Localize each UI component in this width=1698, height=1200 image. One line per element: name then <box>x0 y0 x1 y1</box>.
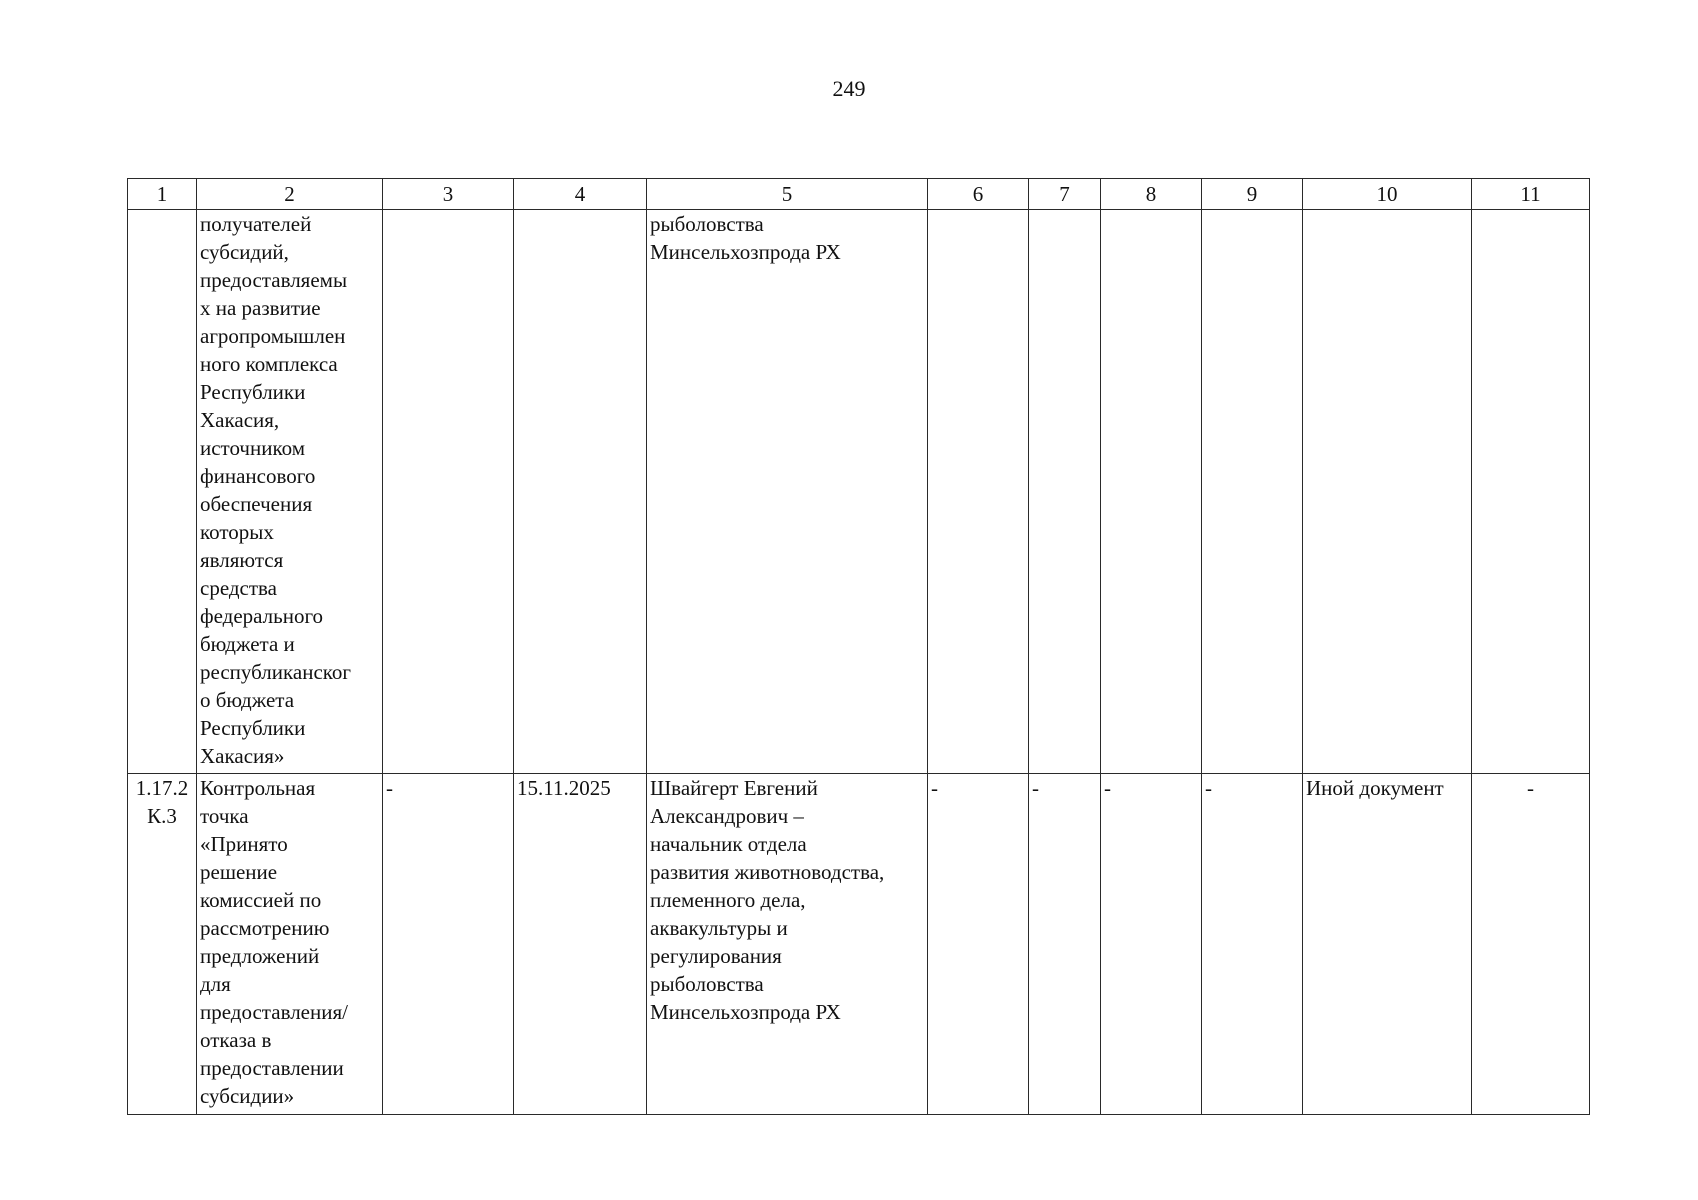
cell-col-9: - <box>1202 774 1303 1115</box>
header-col-6: 6 <box>928 179 1029 210</box>
header-col-7: 7 <box>1029 179 1101 210</box>
cell-col-7: - <box>1029 774 1101 1115</box>
cell-col-9 <box>1202 210 1303 774</box>
page-number: 249 <box>832 76 866 101</box>
header-col-3: 3 <box>383 179 514 210</box>
cell-description: получателей субсидий, предоставляемы х на развитие агропромышлен ного комплекса Республики Хакасия, источником финансового обеспечения которых являются средства федерального бюджета и республиканског о бюджета Республики Хакасия» <box>197 210 383 774</box>
header-col-2: 2 <box>197 179 383 210</box>
cell-col-7 <box>1029 210 1101 774</box>
cell-end-date: 15.11.2025 <box>514 774 647 1115</box>
cell-responsible: рыболовства Минсельхозпрода РХ <box>647 210 928 774</box>
cell-document-type <box>1303 210 1472 774</box>
header-col-10: 10 <box>1303 179 1472 210</box>
cell-number <box>128 210 197 774</box>
table-row-continuation <box>128 210 1590 774</box>
header-col-11: 11 <box>1472 179 1590 210</box>
cell-start-date: - <box>383 774 514 1115</box>
cell-col-11 <box>1472 210 1590 774</box>
header-col-9: 9 <box>1202 179 1303 210</box>
cell-col-6 <box>928 210 1029 774</box>
cell-end-date <box>514 210 647 774</box>
cell-col-8: - <box>1101 774 1202 1115</box>
cell-start-date <box>383 210 514 774</box>
table-row-checkpoint <box>128 774 1590 1115</box>
plan-table <box>127 178 1590 1115</box>
cell-col-6: - <box>928 774 1029 1115</box>
cell-number: 1.17.2 К.3 <box>128 774 197 1115</box>
cell-col-11: - <box>1472 774 1590 1115</box>
cell-description: Контрольная точка «Принято решение комиссией по рассмотрению предложений для предоставления/ отказа в предоставлении субсидии» <box>197 774 383 1115</box>
header-col-5: 5 <box>647 179 928 210</box>
header-col-1: 1 <box>128 179 197 210</box>
header-col-4: 4 <box>514 179 647 210</box>
cell-document-type: Иной документ <box>1303 774 1472 1115</box>
header-row <box>128 179 1590 210</box>
cell-responsible: Швайгерт Евгений Александрович – начальник отдела развития животноводства, племенного дела, аквакультуры и регулирования рыболовства Минсельхозпрода РХ <box>647 774 928 1115</box>
header-col-8: 8 <box>1101 179 1202 210</box>
cell-col-8 <box>1101 210 1202 774</box>
